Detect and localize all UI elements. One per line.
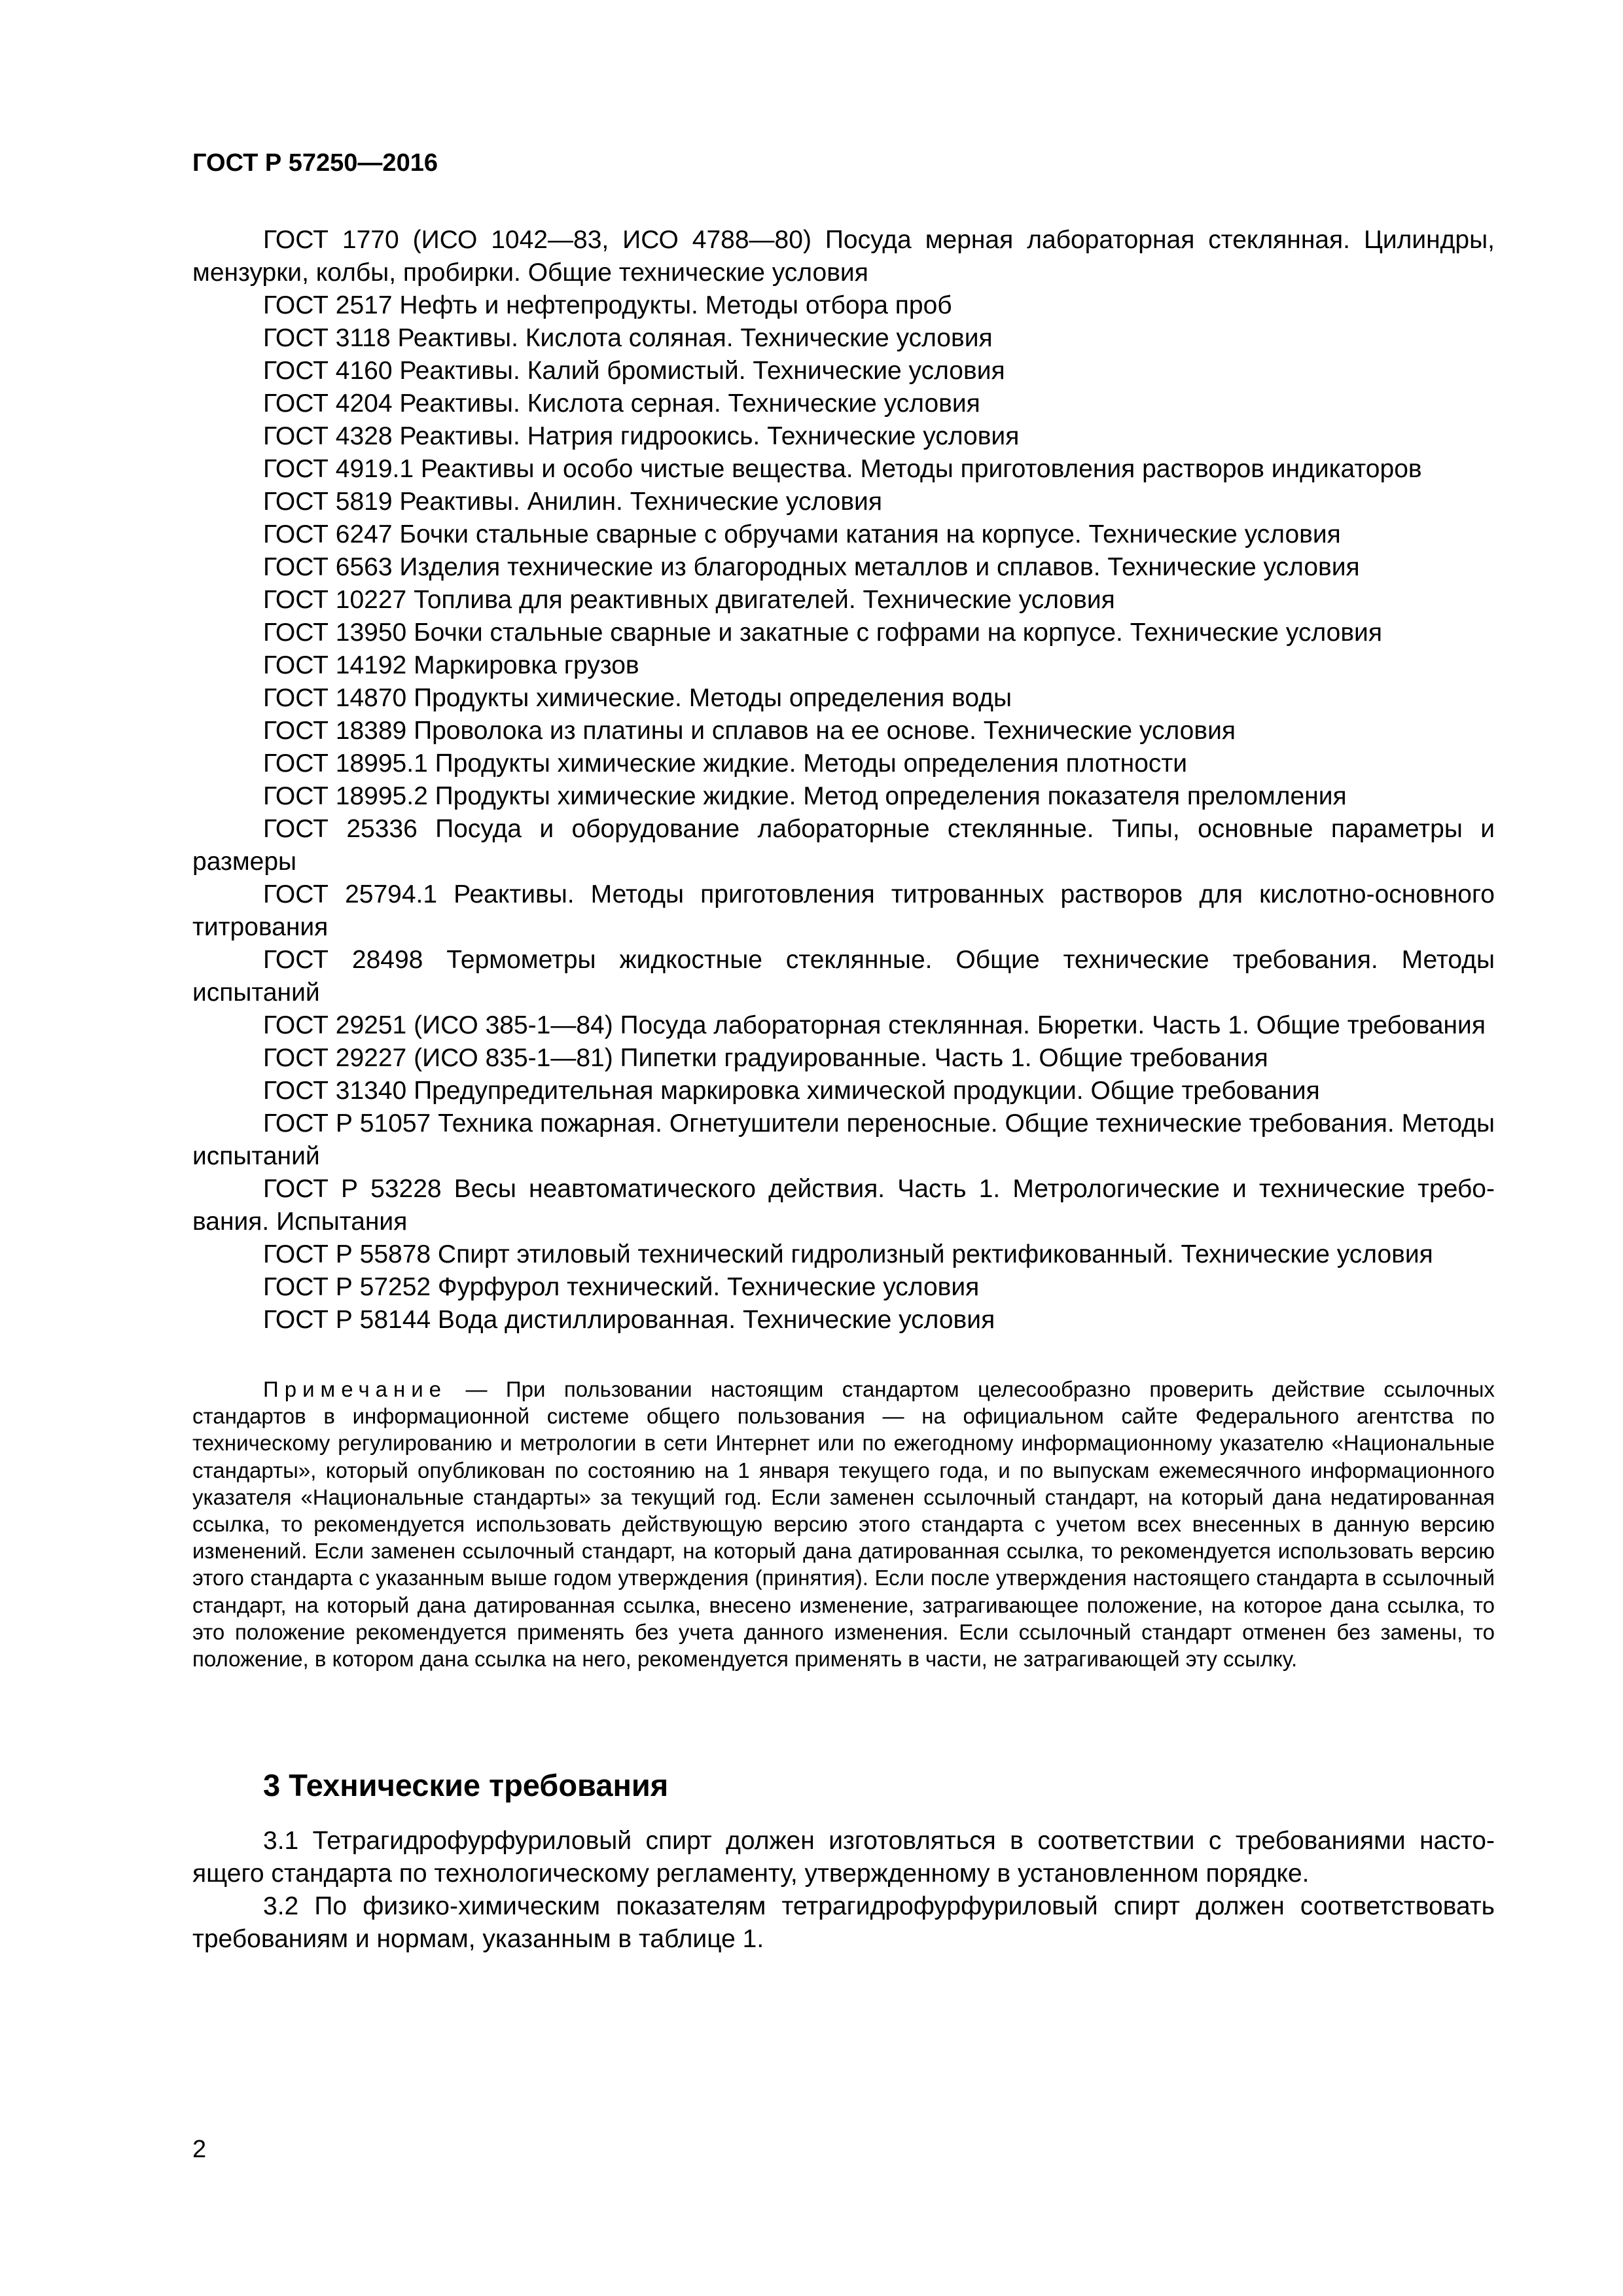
reference-item: ГОСТ 5819 Реактивы. Анилин. Технические условия [263,488,882,516]
reference-item: ГОСТ 2517 Нефть и нефтепродукты. Методы отбора проб [263,291,952,319]
reference-item: ГОСТ 18995.2 Продукты химические жидкие. Метод определения показателя преломления [263,782,1347,810]
reference-item: ГОСТ 4160 Реактивы. Калий бромистый. Технические условия [263,357,1005,385]
reference-item: ГОСТ 1770 (ИСО 1042—83, ИСО 4788—80) Посуда мерная лабораторная стеклянная. Цилиндры, мензурки, колбы, пробирки. Общие технические условия [192,226,1495,287]
note-label: Примечание [263,1377,448,1401]
normative-references-list [192,224,1495,1336]
reference-item: ГОСТ 29227 (ИСО 835-1—81) Пипетки градуированные. Часть 1. Общие требования [263,1044,1268,1072]
reference-item: ГОСТ 10227 Топлива для реактивных двигателей. Технические условия [263,586,1115,614]
document-header: ГОСТ Р 57250—2016 [192,149,438,177]
section-heading: 3 Технические требования [263,1768,669,1803]
reference-item: ГОСТ 18995.1 Продукты химические жидкие. Методы определения плотности [263,749,1188,778]
reference-item: ГОСТ 4919.1 Реактивы и особо чистые вещества. Методы приготовления растворов индикаторов [263,455,1422,483]
reference-item: ГОСТ Р 58144 Вода дистиллированная. Технические условия [263,1306,995,1334]
reference-item: ГОСТ 18389 Проволока из платины и сплавов на ее основе. Технические условия [263,717,1236,745]
reference-item: ГОСТ 14870 Продукты химические. Методы определения воды [263,684,1012,712]
section-body [192,1825,1495,1956]
reference-item: ГОСТ Р 51057 Техника пожарная. Огнетушители переносные. Общие технические требования. Методы испытаний [192,1109,1495,1170]
reference-item: ГОСТ 4204 Реактивы. Кислота серная. Технические условия [263,389,980,418]
clause-3-2: 3.2 По физико-химическим показателям тетрагидрофурфуриловый спирт должен соответствовать требованиям и нормам, указанным в таблице 1. [192,1892,1495,1953]
references-note [192,1376,1495,1672]
reference-item: ГОСТ Р 57252 Фурфурол технический. Технические условия [263,1273,980,1301]
reference-item: ГОСТ 6563 Изделия технические из благородных металлов и сплавов. Технические условия [263,553,1360,581]
page-number: 2 [192,2136,207,2163]
reference-item: ГОСТ 13950 Бочки стальные сварные и закатные с гофрами на корпусе. Технические условия [263,619,1382,647]
clause-3-1: 3.1 Тетрагидрофурфуриловый спирт должен изготовляться в соответствии с требованиями настоящего стандарта по технологическому регламенту, утвержденному в установленном порядке. [192,1827,1495,1888]
reference-item: ГОСТ 25794.1 Реактивы. Методы приготовления титрованных растворов для кислотно-основного титрования [192,880,1495,941]
reference-item: ГОСТ 29251 (ИСО 385-1—84) Посуда лабораторная стеклянная. Бюретки. Часть 1. Общие требования [263,1011,1486,1039]
reference-item: ГОСТ Р 55878 Спирт этиловый технический гидролизный ректификованный. Технические условия [263,1240,1433,1268]
reference-item: ГОСТ 28498 Термометры жидкостные стеклянные. Общие технические требования. Методы испытаний [192,946,1495,1007]
reference-item: ГОСТ 14192 Маркировка грузов [263,651,639,679]
reference-item: ГОСТ 25336 Посуда и оборудование лабораторные стеклянные. Типы, основные параметры и размеры [192,815,1495,876]
reference-item: ГОСТ 31340 Предупредительная маркировка химической продукции. Общие требования [263,1077,1320,1105]
reference-item: ГОСТ 4328 Реактивы. Натрия гидроокись. Технические условия [263,422,1020,450]
reference-item: ГОСТ Р 53228 Весы неавтоматического действия. Часть 1. Метрологические и технические требования. Испытания [192,1175,1495,1236]
note-text: — При пользовании настоящим стандартом целесообразно проверить действие ссылочных стандартов в информационной системе общего пользования — на официальном сайте Федерального агентства по техническому регулированию и метрологии в сети Интернет или по ежегодному информационному указателю «Национальные стандарты», который опубликован по состоянию на 1 января текущего года, и по выпускам ежемесячного информационного указателя «Национальные стандарты» за текущий год. Если заменен ссылочный стандарт, на который дана недатированная ссылка, то рекомендуется использовать действующую версию этого стандарта с учетом всех внесенных в данную версию изменений. Если заменен ссылочный стандарт, на который дана датированная ссылка, то рекомендуется использовать версию этого стандарта с указанным выше годом утверждения (принятия). Если после утверждения настоящего стандарта в ссылочный стандарт, на который дана датированная ссылка, внесено изменение, затрагивающее положение, на которое дана ссылка, то это положение рекомендуется применять без учета данного изменения. Если ссылочный стандарт отменен без замены, то положение, в котором дана ссылка на него, рекомендуется применять в части, не затрагивающей эту ссылку. [192,1377,1495,1672]
reference-item: ГОСТ 6247 Бочки стальные сварные с обручами катания на корпусе. Технические условия [263,520,1341,548]
reference-item: ГОСТ 3118 Реактивы. Кислота соляная. Технические условия [263,324,993,352]
